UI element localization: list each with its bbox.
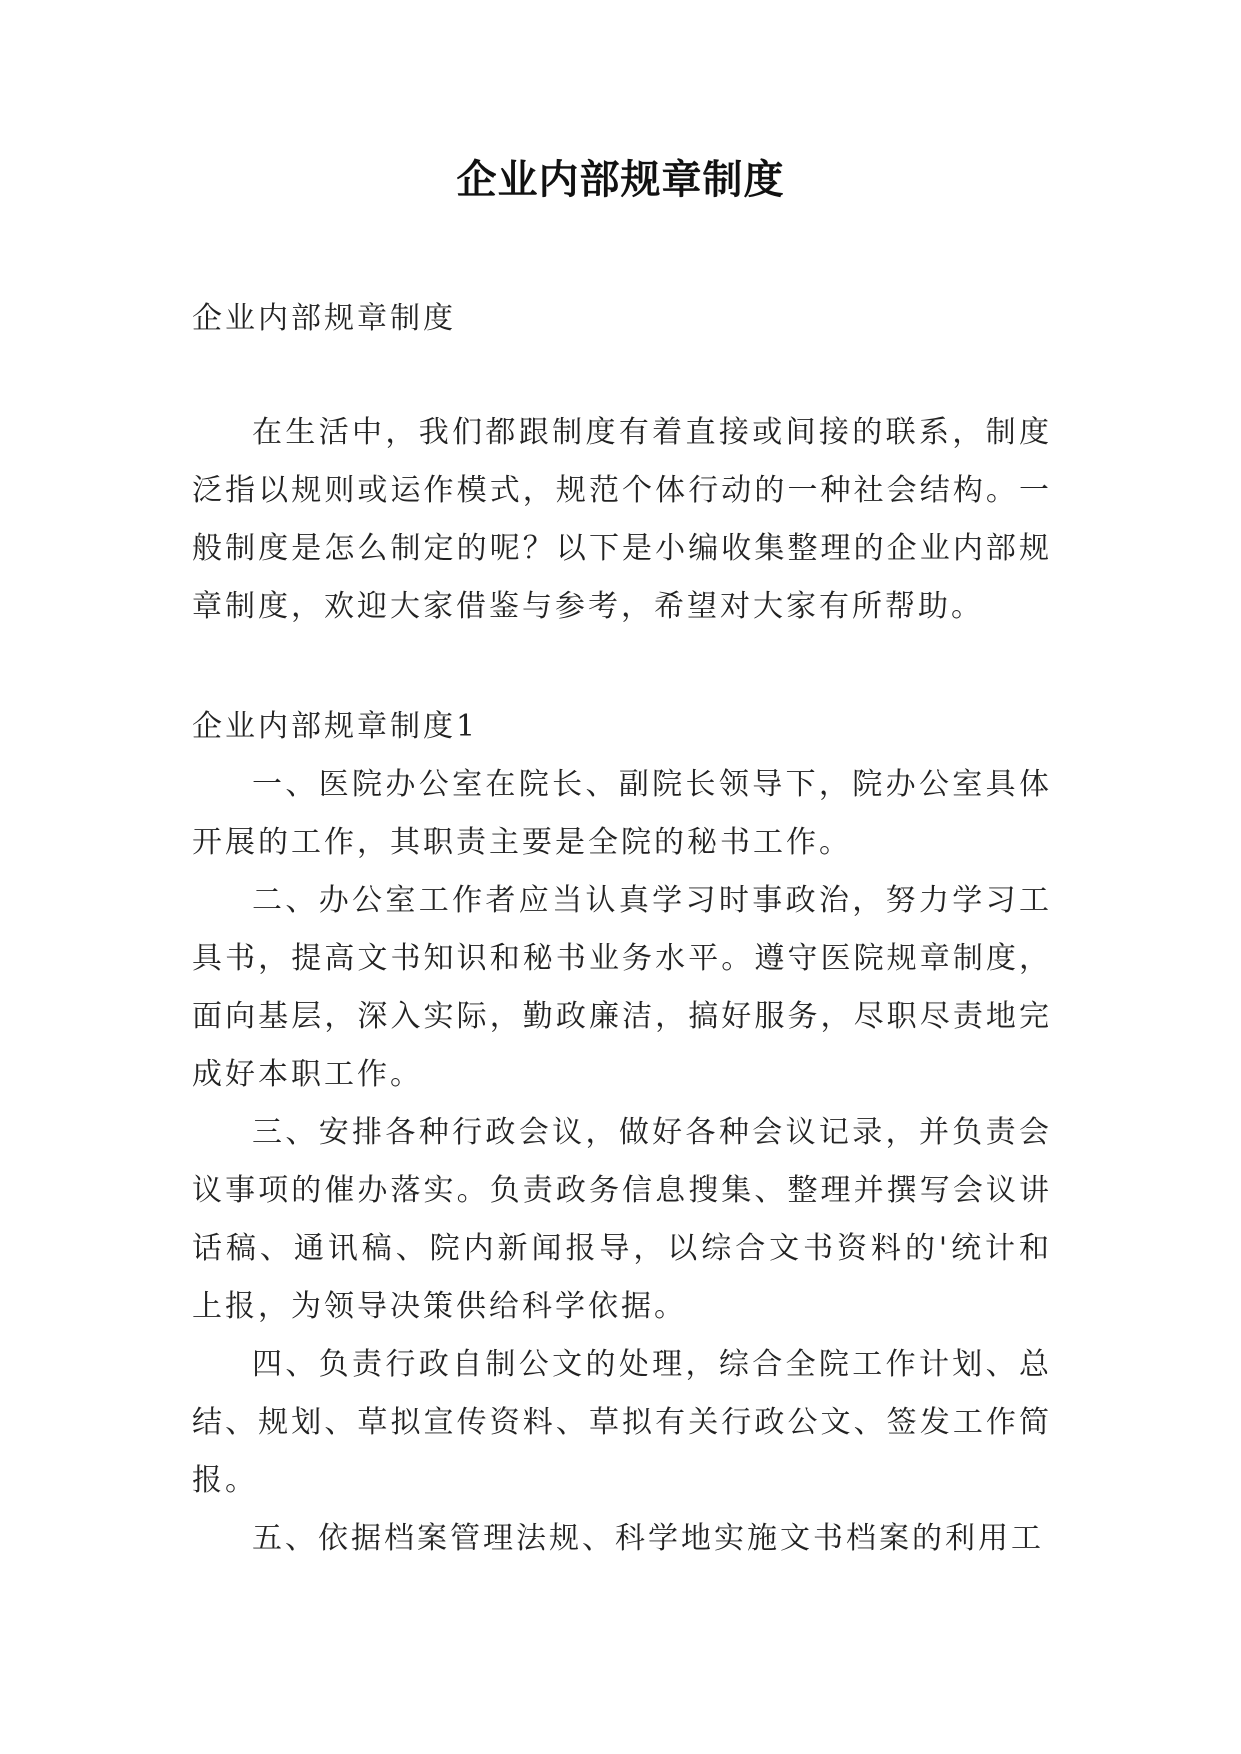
document-title: 企业内部规章制度 — [456, 156, 785, 203]
subtitle-text: 企业内部规章制度 — [192, 301, 456, 336]
section-heading: 企业内部规章制度1 — [192, 709, 479, 744]
rule-paragraph-5: 五、依据档案管理法规、科学地实施文书档案的利用工 — [252, 1521, 1044, 1556]
section-block — [192, 698, 1052, 1568]
rule-paragraph-4: 四、负责行政自制公文的处理，综合全院工作计划、总结、规划、草拟宣传资料、草拟有关行政公文、签发工作简报。 — [192, 1347, 1052, 1498]
rule-paragraph-1: 一、医院办公室在院长、副院长领导下，院办公室具体开展的工作，其职责主要是全院的秘书工作。 — [192, 767, 1052, 860]
intro-paragraph-block — [192, 404, 1052, 636]
document-subtitle — [192, 290, 1052, 348]
intro-paragraph: 在生活中，我们都跟制度有着直接或间接的联系，制度泛指以规则或运作模式，规范个体行动的一种社会结构。一般制度是怎么制定的呢？以下是小编收集整理的企业内部规章制度，欢迎大家借鉴与参考，希望对大家有所帮助。 — [192, 415, 1052, 624]
rule-paragraph-2: 二、办公室工作者应当认真学习时事政治，努力学习工具书，提高文书知识和秘书业务水平。遵守医院规章制度，面向基层，深入实际，勤政廉洁，搞好服务，尽职尽责地完成好本职工作。 — [192, 883, 1052, 1092]
rule-paragraph-3: 三、安排各种行政会议，做好各种会议记录，并负责会议事项的催办落实。负责政务信息搜集、整理并撰写会议讲话稿、通讯稿、院内新闻报导，以综合文书资料的'统计和上报，为领导决策供给科学依据。 — [192, 1115, 1052, 1324]
